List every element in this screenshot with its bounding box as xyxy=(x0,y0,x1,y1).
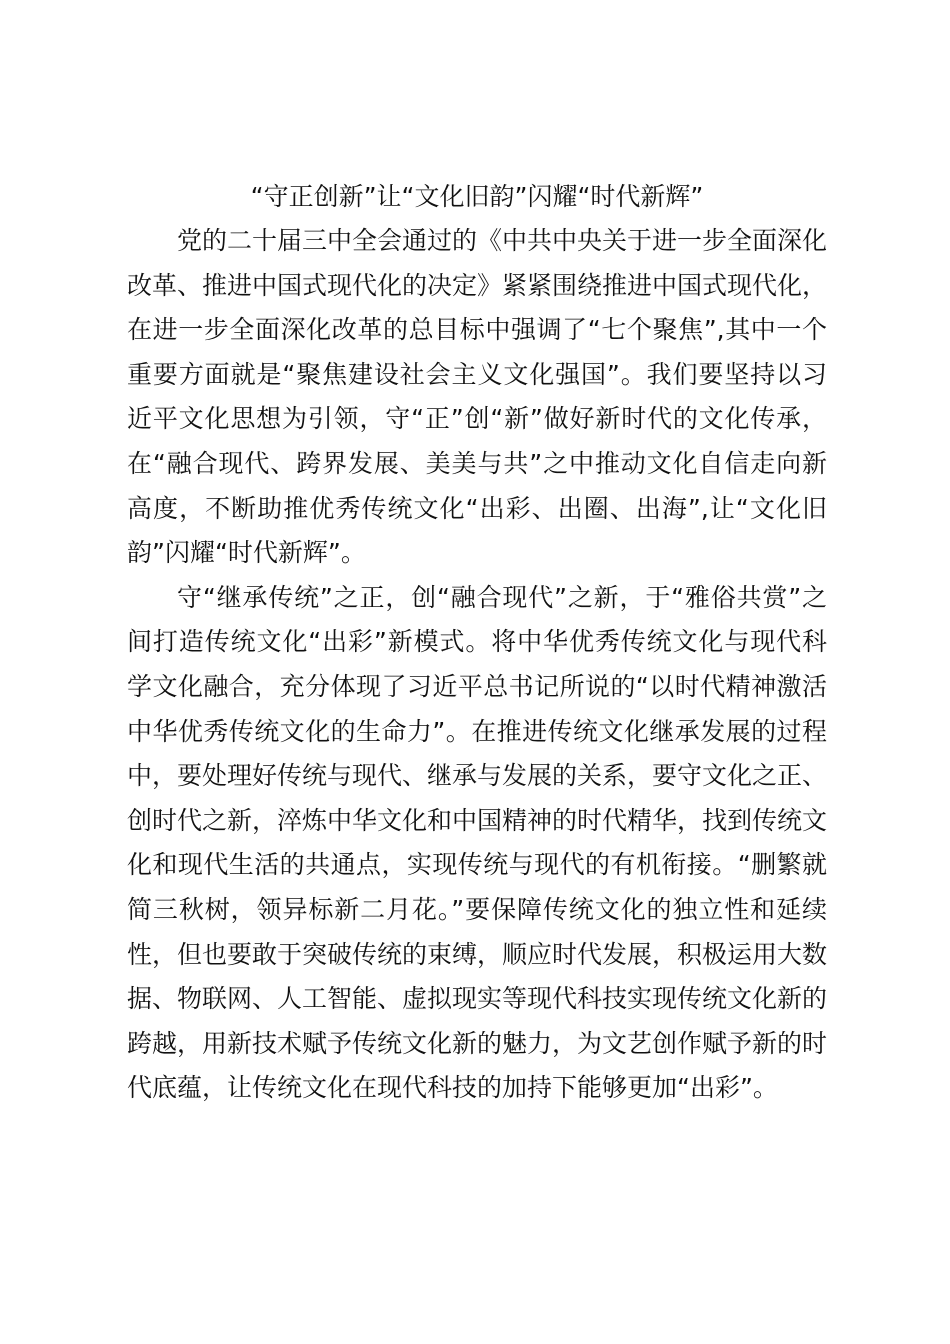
document-page xyxy=(127,175,827,1111)
paragraph-1: 党的二十届三中全会通过的《中共中央关于进一步全面深化改革、推进中国式现代化的决定》紧紧围绕推进中国式现代化，在进一步全面深化改革的总目标中强调了“七个聚焦”,其中一个重要方面就是“聚焦建设社会主义文化强国”。我们要坚持以习近平文化思想为引领，守“正”创“新”做好新时代的文化传承，在“融合现代、跨界发展、美美与共”之中推动文化自信走向新高度，不断助推优秀传统文化“出彩、出圈、出海”,让“文化旧韵”闪耀“时代新辉”。 xyxy=(127,226,828,568)
paragraph-2: 守“继承传统”之正，创“融合现代”之新，于“雅俗共赏”之间打造传统文化“出彩”新模式。将中华优秀传统文化与现代科学文化融合，充分体现了习近平总书记所说的“以时代精神激活中华优秀传统文化的生命力”。在推进传统文化继承发展的过程中，要处理好传统与现代、继承与发展的关系，要守文化之正、创时代之新，淬炼中华文化和中国精神的时代精华，找到传统文化和现代生活的共通点，实现传统与现代的有机衔接。“删繁就简三秋树，领异标新二月花。”要保障传统文化的独立性和延续性，但也要敢于突破传统的束缚，顺应时代发展，积极运用大数据、物联网、人工智能、虚拟现实等现代科技实现传统文化新的跨越，用新技术赋予传统文化新的魅力，为文艺创作赋予新的时代底蕴，让传统文化在现代科技的加持下能够更加“出彩”。 xyxy=(127,582,828,1103)
document-title: “守正创新”让“文化旧韵”闪耀“时代新辉” xyxy=(250,182,704,211)
